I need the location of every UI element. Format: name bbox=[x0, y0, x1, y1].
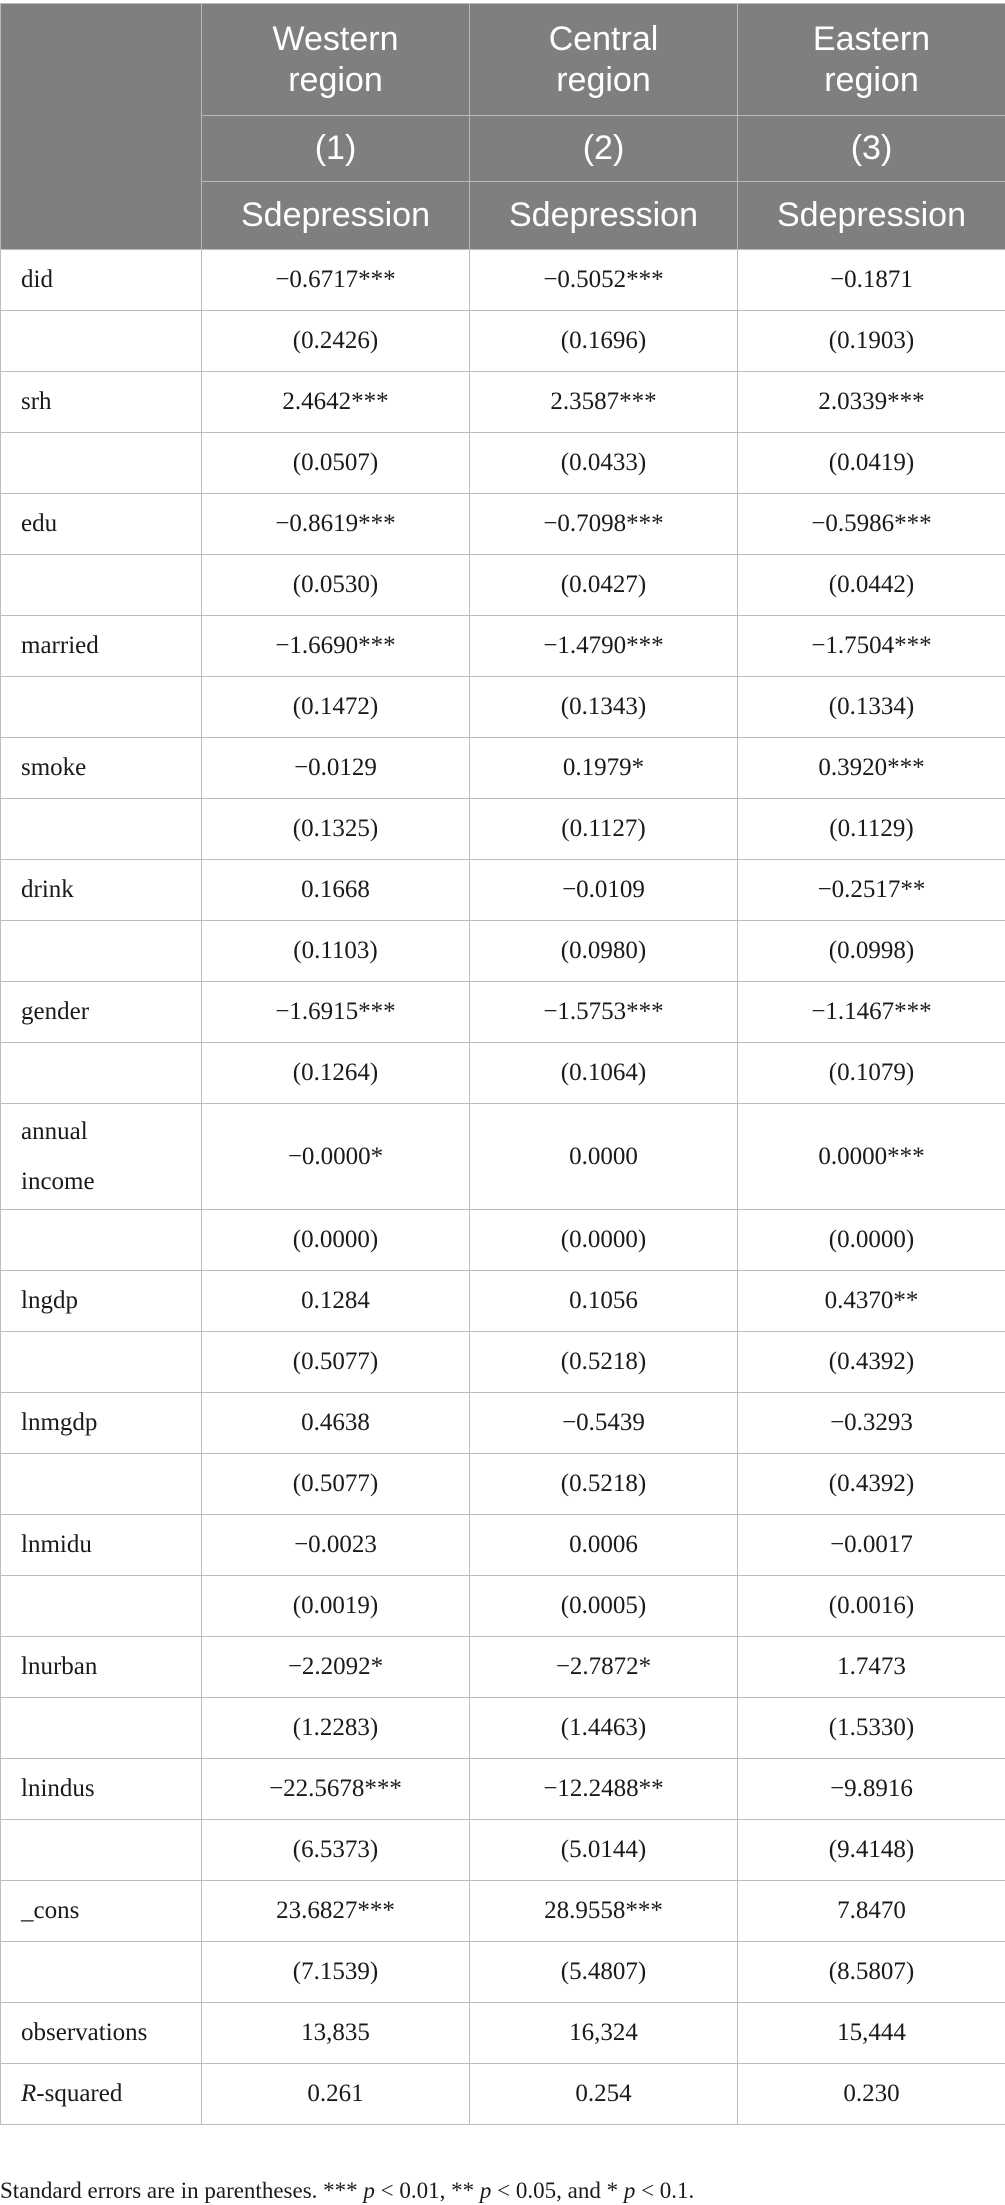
standard-error-cell: (0.0427) bbox=[470, 555, 738, 616]
standard-error-cell: (0.0980) bbox=[470, 921, 738, 982]
row-label-empty bbox=[1, 1942, 202, 2003]
coefficient-cell: −0.5052*** bbox=[470, 250, 738, 311]
coefficient-cell: 0.1979* bbox=[470, 738, 738, 799]
r-squared-cell: 0.254 bbox=[470, 2064, 738, 2125]
table-row-standard-error bbox=[1, 1698, 1005, 1759]
standard-error-cell: (0.0507) bbox=[202, 433, 470, 494]
table-body bbox=[1, 250, 1005, 2125]
table-row-coefficient bbox=[1, 1271, 1005, 1332]
row-label-empty bbox=[1, 1576, 202, 1637]
standard-error-cell: (0.5218) bbox=[470, 1332, 738, 1393]
header-dependent-variable: Sdepression bbox=[738, 182, 1005, 250]
coefficient-cell: −0.5439 bbox=[470, 1393, 738, 1454]
coefficient-cell: 0.1284 bbox=[202, 1271, 470, 1332]
standard-error-cell: (0.1903) bbox=[738, 311, 1005, 372]
coefficient-cell: 1.7473 bbox=[738, 1637, 1005, 1698]
coefficient-cell: −0.0129 bbox=[202, 738, 470, 799]
row-label bbox=[1, 2064, 202, 2125]
row-label: lngdp bbox=[1, 1271, 202, 1332]
standard-error-cell: (0.1334) bbox=[738, 677, 1005, 738]
standard-error-cell: (0.0019) bbox=[202, 1576, 470, 1637]
row-label: srh bbox=[1, 372, 202, 433]
row-label: observations bbox=[1, 2003, 202, 2064]
row-label-empty bbox=[1, 1043, 202, 1104]
standard-error-cell: (0.0016) bbox=[738, 1576, 1005, 1637]
header-column-number: (3) bbox=[738, 116, 1005, 182]
table-row-standard-error bbox=[1, 799, 1005, 860]
coefficient-cell: 0.0006 bbox=[470, 1515, 738, 1576]
observations-cell: 16,324 bbox=[470, 2003, 738, 2064]
coefficient-cell: 0.4370** bbox=[738, 1271, 1005, 1332]
standard-error-cell: (0.0000) bbox=[470, 1210, 738, 1271]
coefficient-cell: −1.4790*** bbox=[470, 616, 738, 677]
coefficient-cell: 2.4642*** bbox=[202, 372, 470, 433]
header-eastern-region: Eastern region bbox=[738, 4, 1005, 116]
row-label-empty bbox=[1, 1210, 202, 1271]
standard-error-cell: (8.5807) bbox=[738, 1942, 1005, 2003]
row-label bbox=[1, 1104, 202, 1210]
header-column-number: (2) bbox=[470, 116, 738, 182]
standard-error-cell: (0.0000) bbox=[738, 1210, 1005, 1271]
table-row-standard-error bbox=[1, 677, 1005, 738]
row-label-line: annual bbox=[21, 1117, 88, 1145]
coefficient-cell: −0.2517** bbox=[738, 860, 1005, 921]
coefficient-cell: −1.7504*** bbox=[738, 616, 1005, 677]
standard-error-cell: (0.1064) bbox=[470, 1043, 738, 1104]
standard-error-cell: (0.0000) bbox=[202, 1210, 470, 1271]
table-row-coefficient bbox=[1, 250, 1005, 311]
standard-error-cell: (0.1325) bbox=[202, 799, 470, 860]
standard-error-cell: (0.0998) bbox=[738, 921, 1005, 982]
standard-error-cell: (0.0419) bbox=[738, 433, 1005, 494]
row-label: married bbox=[1, 616, 202, 677]
coefficient-cell: 0.4638 bbox=[202, 1393, 470, 1454]
standard-error-cell: (0.1472) bbox=[202, 677, 470, 738]
observations-cell: 13,835 bbox=[202, 2003, 470, 2064]
standard-error-cell: (0.1127) bbox=[470, 799, 738, 860]
standard-error-cell: (9.4148) bbox=[738, 1820, 1005, 1881]
coefficient-cell: 23.6827*** bbox=[202, 1881, 470, 1942]
coefficient-cell: 2.0339*** bbox=[738, 372, 1005, 433]
table-row-observations bbox=[1, 2003, 1005, 2064]
table-row-standard-error bbox=[1, 921, 1005, 982]
r-squared-label-italic: R bbox=[21, 2080, 37, 2107]
regression-table bbox=[0, 3, 1005, 2125]
table-row-coefficient bbox=[1, 1881, 1005, 1942]
standard-error-cell: (6.5373) bbox=[202, 1820, 470, 1881]
coefficient-cell: 0.0000*** bbox=[738, 1104, 1005, 1210]
coefficient-cell: −2.7872* bbox=[470, 1637, 738, 1698]
table-row-coefficient bbox=[1, 1104, 1005, 1210]
table-row-coefficient bbox=[1, 982, 1005, 1043]
standard-error-cell: (5.4807) bbox=[470, 1942, 738, 2003]
table-row-coefficient bbox=[1, 738, 1005, 799]
coefficient-cell: −0.0017 bbox=[738, 1515, 1005, 1576]
coefficient-cell: −12.2488** bbox=[470, 1759, 738, 1820]
standard-error-cell: (0.0442) bbox=[738, 555, 1005, 616]
coefficient-cell: −1.6915*** bbox=[202, 982, 470, 1043]
row-label-empty bbox=[1, 1820, 202, 1881]
row-label-empty bbox=[1, 921, 202, 982]
coefficient-cell: −0.1871 bbox=[738, 250, 1005, 311]
row-label: gender bbox=[1, 982, 202, 1043]
table-row-coefficient bbox=[1, 372, 1005, 433]
header-column-number: (1) bbox=[202, 116, 470, 182]
standard-error-cell: (1.4463) bbox=[470, 1698, 738, 1759]
standard-error-cell: (7.1539) bbox=[202, 1942, 470, 2003]
row-label-empty bbox=[1, 1332, 202, 1393]
standard-error-cell: (0.1696) bbox=[470, 311, 738, 372]
table-row-standard-error bbox=[1, 311, 1005, 372]
coefficient-cell: 0.3920*** bbox=[738, 738, 1005, 799]
footnote-p-symbol: p bbox=[363, 2178, 375, 2203]
row-label: smoke bbox=[1, 738, 202, 799]
standard-error-cell: (0.4392) bbox=[738, 1454, 1005, 1515]
coefficient-cell: −0.6717*** bbox=[202, 250, 470, 311]
row-label: lnmidu bbox=[1, 1515, 202, 1576]
footnote-p-symbol: p bbox=[623, 2178, 636, 2203]
table-row-standard-error bbox=[1, 1210, 1005, 1271]
footnote-text: Standard errors are in parentheses. *** bbox=[0, 2178, 364, 2203]
row-label: lnurban bbox=[1, 1637, 202, 1698]
coefficient-cell: −0.7098*** bbox=[470, 494, 738, 555]
coefficient-cell: −1.1467*** bbox=[738, 982, 1005, 1043]
standard-error-cell: (0.1079) bbox=[738, 1043, 1005, 1104]
row-label-empty bbox=[1, 555, 202, 616]
header-central-region: Central region bbox=[470, 4, 738, 116]
table-row-standard-error bbox=[1, 1942, 1005, 2003]
coefficient-cell: 0.1056 bbox=[470, 1271, 738, 1332]
standard-error-cell: (0.1343) bbox=[470, 677, 738, 738]
table-footnote bbox=[0, 2178, 694, 2204]
standard-error-cell: (0.4392) bbox=[738, 1332, 1005, 1393]
table-row-coefficient bbox=[1, 1515, 1005, 1576]
row-label-empty bbox=[1, 799, 202, 860]
standard-error-cell: (0.0530) bbox=[202, 555, 470, 616]
row-label-empty bbox=[1, 311, 202, 372]
table-row-standard-error bbox=[1, 1576, 1005, 1637]
header-corner-cell bbox=[1, 4, 202, 250]
standard-error-cell: (0.5077) bbox=[202, 1332, 470, 1393]
standard-error-cell: (1.2283) bbox=[202, 1698, 470, 1759]
header-dependent-variable: Sdepression bbox=[202, 182, 470, 250]
row-label-empty bbox=[1, 1698, 202, 1759]
header-row-regions bbox=[1, 4, 1005, 116]
standard-error-cell: (0.0433) bbox=[470, 433, 738, 494]
table-row-standard-error bbox=[1, 1454, 1005, 1515]
row-label: edu bbox=[1, 494, 202, 555]
standard-error-cell: (0.1264) bbox=[202, 1043, 470, 1104]
standard-error-cell: (0.5218) bbox=[470, 1454, 738, 1515]
table-row-coefficient bbox=[1, 616, 1005, 677]
table-row-coefficient bbox=[1, 1393, 1005, 1454]
row-label-empty bbox=[1, 1454, 202, 1515]
coefficient-cell: 7.8470 bbox=[738, 1881, 1005, 1942]
coefficient-cell: 28.9558*** bbox=[470, 1881, 738, 1942]
table-row-standard-error bbox=[1, 1820, 1005, 1881]
row-label-empty bbox=[1, 677, 202, 738]
r-squared-cell: 0.261 bbox=[202, 2064, 470, 2125]
standard-error-cell: (0.1129) bbox=[738, 799, 1005, 860]
coefficient-cell: −0.5986*** bbox=[738, 494, 1005, 555]
coefficient-cell: 0.0000 bbox=[470, 1104, 738, 1210]
table-row-standard-error bbox=[1, 555, 1005, 616]
standard-error-cell: (0.1103) bbox=[202, 921, 470, 982]
standard-error-cell: (1.5330) bbox=[738, 1698, 1005, 1759]
table-row-r-squared bbox=[1, 2064, 1005, 2125]
table-row-standard-error bbox=[1, 433, 1005, 494]
coefficient-cell: 2.3587*** bbox=[470, 372, 738, 433]
table-header bbox=[1, 4, 1005, 250]
coefficient-cell: 0.1668 bbox=[202, 860, 470, 921]
standard-error-cell: (5.0144) bbox=[470, 1820, 738, 1881]
row-label: lnmgdp bbox=[1, 1393, 202, 1454]
row-label: _cons bbox=[1, 1881, 202, 1942]
footnote-text: < 0.01, ** bbox=[374, 2178, 480, 2203]
coefficient-cell: −0.0023 bbox=[202, 1515, 470, 1576]
table-row-coefficient bbox=[1, 1637, 1005, 1698]
coefficient-cell: −2.2092* bbox=[202, 1637, 470, 1698]
coefficient-cell: −1.5753*** bbox=[470, 982, 738, 1043]
row-label: did bbox=[1, 250, 202, 311]
coefficient-cell: −0.8619*** bbox=[202, 494, 470, 555]
r-squared-cell: 0.230 bbox=[738, 2064, 1005, 2125]
header-western-region: Western region bbox=[202, 4, 470, 116]
coefficient-cell: −0.0109 bbox=[470, 860, 738, 921]
standard-error-cell: (0.0005) bbox=[470, 1576, 738, 1637]
table-row-coefficient bbox=[1, 1759, 1005, 1820]
table-row-standard-error bbox=[1, 1332, 1005, 1393]
table-row-coefficient bbox=[1, 494, 1005, 555]
observations-cell: 15,444 bbox=[738, 2003, 1005, 2064]
table-row-coefficient bbox=[1, 860, 1005, 921]
footnote-text: < 0.05, and * bbox=[491, 2178, 624, 2203]
coefficient-cell: −0.0000* bbox=[202, 1104, 470, 1210]
r-squared-label-rest: -squared bbox=[36, 2080, 123, 2107]
row-label: lnindus bbox=[1, 1759, 202, 1820]
coefficient-cell: −0.3293 bbox=[738, 1393, 1005, 1454]
coefficient-cell: −22.5678*** bbox=[202, 1759, 470, 1820]
coefficient-cell: −9.8916 bbox=[738, 1759, 1005, 1820]
standard-error-cell: (0.2426) bbox=[202, 311, 470, 372]
row-label-line: income bbox=[21, 1167, 95, 1195]
coefficient-cell: −1.6690*** bbox=[202, 616, 470, 677]
footnote-p-symbol: p bbox=[479, 2178, 492, 2203]
row-label-empty bbox=[1, 433, 202, 494]
row-label: drink bbox=[1, 860, 202, 921]
header-dependent-variable: Sdepression bbox=[470, 182, 738, 250]
table-row-standard-error bbox=[1, 1043, 1005, 1104]
standard-error-cell: (0.5077) bbox=[202, 1454, 470, 1515]
footnote-text: < 0.1. bbox=[635, 2178, 695, 2203]
